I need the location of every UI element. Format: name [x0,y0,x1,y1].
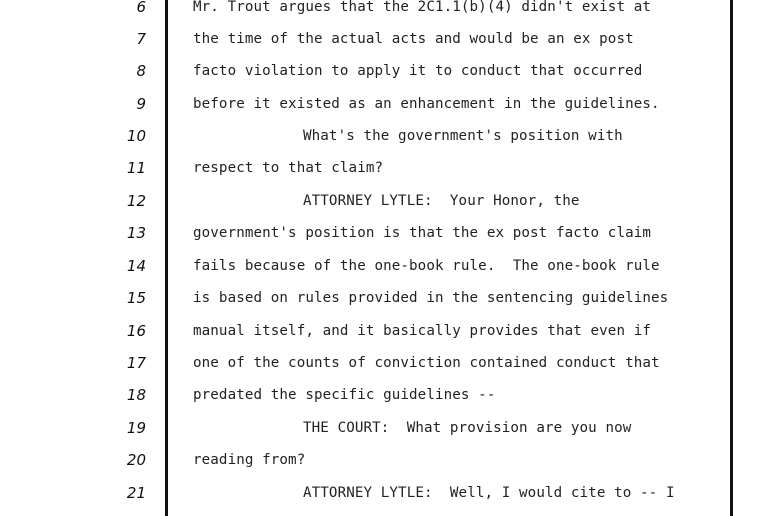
transcript-line [0,224,780,256]
line-number: 21 [126,484,146,502]
line-number: 11 [126,159,146,177]
transcript-line [0,192,780,224]
line-number: 16 [126,322,146,340]
line-text: manual itself, and it basically provides that even if [193,323,652,339]
transcript-line [0,0,780,30]
line-number: 6 [136,0,146,16]
transcript-line [0,127,780,159]
transcript-line [0,354,780,386]
transcript-line [0,484,780,516]
line-text: ATTORNEY LYTLE: Your Honor, the [303,193,580,209]
line-text: respect to that claim? [193,160,384,176]
line-number: 12 [126,192,146,210]
transcript-line [0,289,780,321]
line-text: Mr. Trout argues that the 2C1.1(b)(4) didn't exist at [193,0,652,15]
transcript-line [0,451,780,483]
transcript-line [0,257,780,289]
line-number: 14 [126,257,146,275]
line-number: 7 [136,30,146,48]
transcript-line [0,419,780,451]
line-number: 18 [126,386,146,404]
line-text: is based on rules provided in the sentencing guidelines [193,290,669,306]
line-number: 10 [126,127,146,145]
line-number: 8 [136,62,146,80]
transcript-line [0,386,780,418]
line-text: before it existed as an enhancement in the guidelines. [193,96,660,112]
line-text: fails because of the one-book rule. The one-book rule [193,258,660,274]
transcript-line [0,62,780,94]
transcript-line [0,159,780,191]
line-number: 20 [126,451,146,469]
transcript-line [0,95,780,127]
line-text: one of the counts of conviction contained conduct that [193,355,660,371]
line-number: 13 [126,224,146,242]
line-number: 17 [126,354,146,372]
line-number: 9 [136,95,146,113]
transcript-line [0,322,780,354]
line-text: the time of the actual acts and would be an ex post [193,31,634,47]
line-text: facto violation to apply it to conduct that occurred [193,63,643,79]
line-text: What's the government's position with [303,128,623,144]
line-text: reading from? [193,452,306,468]
line-text: government's position is that the ex post facto claim [193,225,652,241]
line-text: predated the specific guidelines -- [193,387,496,403]
line-text: ATTORNEY LYTLE: Well, I would cite to -- I [303,485,675,501]
line-text: THE COURT: What provision are you now [303,420,632,436]
line-number: 15 [126,289,146,307]
transcript-line [0,30,780,62]
line-number: 19 [126,419,146,437]
